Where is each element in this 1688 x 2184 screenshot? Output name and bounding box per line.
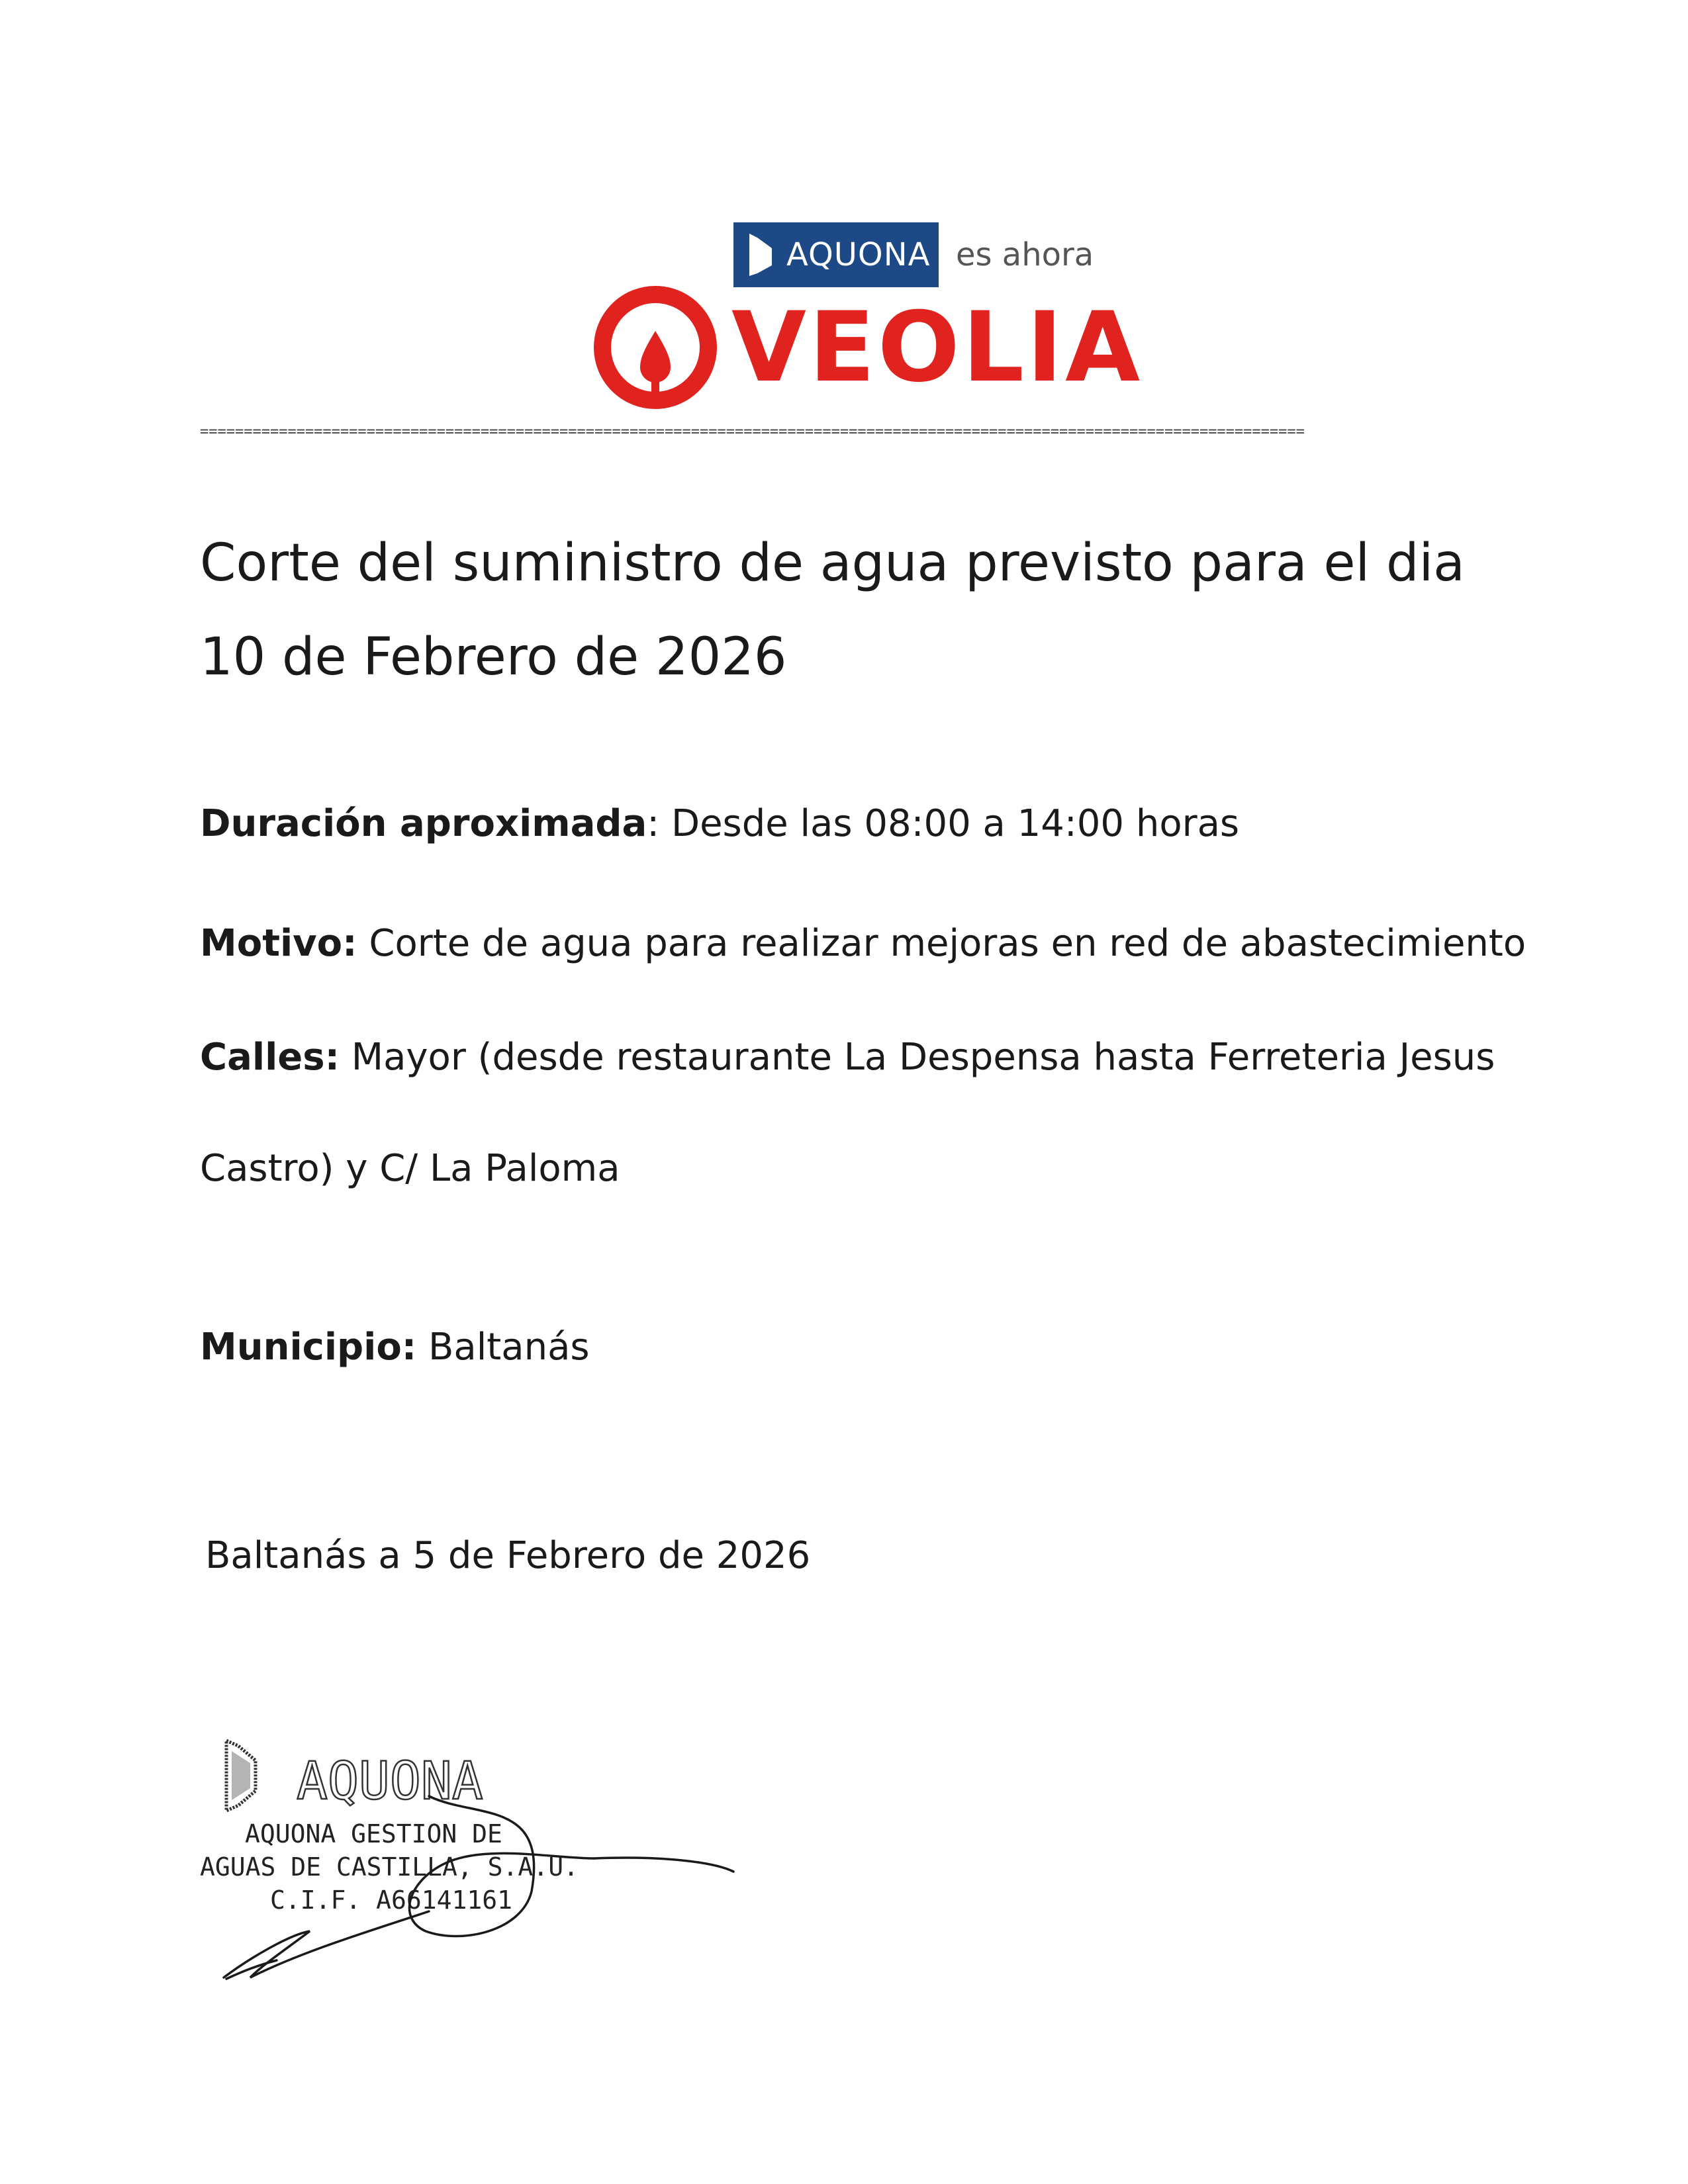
calles-label: Calles: <box>200 1036 340 1079</box>
aquona-logo <box>733 222 939 287</box>
veolia-drop-icon <box>592 285 718 410</box>
notice-title: Corte del suministro de agua previsto para el dia 10 de Febrero de 2026 <box>200 533 1465 687</box>
aquona-logo-text: AQUONA <box>786 236 931 273</box>
aquona-mark-icon <box>749 234 772 276</box>
duration-label: Duración aproximada <box>200 802 647 845</box>
stamp-signature-graphic <box>197 1733 740 1997</box>
duration-value: : Desde las 08:00 a 14:00 horas <box>647 802 1240 845</box>
municipio-value: Baltanás <box>416 1326 590 1369</box>
stamp-line-2: AGUAS DE CASTILLA, S.A.U. <box>200 1852 579 1882</box>
stamp-line-1: AQUONA GESTION DE <box>245 1819 502 1848</box>
place-date: Baltanás a 5 de Febrero de 2026 <box>205 1534 811 1577</box>
es-ahora-text: es ahora <box>956 236 1094 273</box>
calles-continuation: Castro) y C/ La Paloma <box>200 1147 620 1190</box>
motivo-label: Motivo: <box>200 922 357 965</box>
veolia-logo <box>592 285 1143 410</box>
header-separator: ============================================================================================================================== <box>200 424 1305 440</box>
duration-line <box>200 802 1239 845</box>
aquona-es-ahora-logo <box>733 222 1094 287</box>
motivo-line <box>200 922 1526 965</box>
stamp-line-3: C.I.F. A66141161 <box>270 1886 513 1915</box>
calles-value: Mayor (desde restaurante La Despensa hasta Ferreteria Jesus <box>339 1036 1495 1079</box>
company-stamp <box>197 1733 740 1997</box>
veolia-logo-text: VEOLIA <box>731 291 1143 404</box>
stamp-brand: AQUONA <box>297 1752 483 1811</box>
municipio-line <box>200 1326 590 1369</box>
municipio-label: Municipio: <box>200 1326 417 1369</box>
motivo-value: Corte de agua para realizar mejoras en red de abastecimiento <box>357 922 1526 965</box>
calles-line <box>200 1036 1495 1079</box>
stamp-mark-icon <box>226 1741 256 1811</box>
